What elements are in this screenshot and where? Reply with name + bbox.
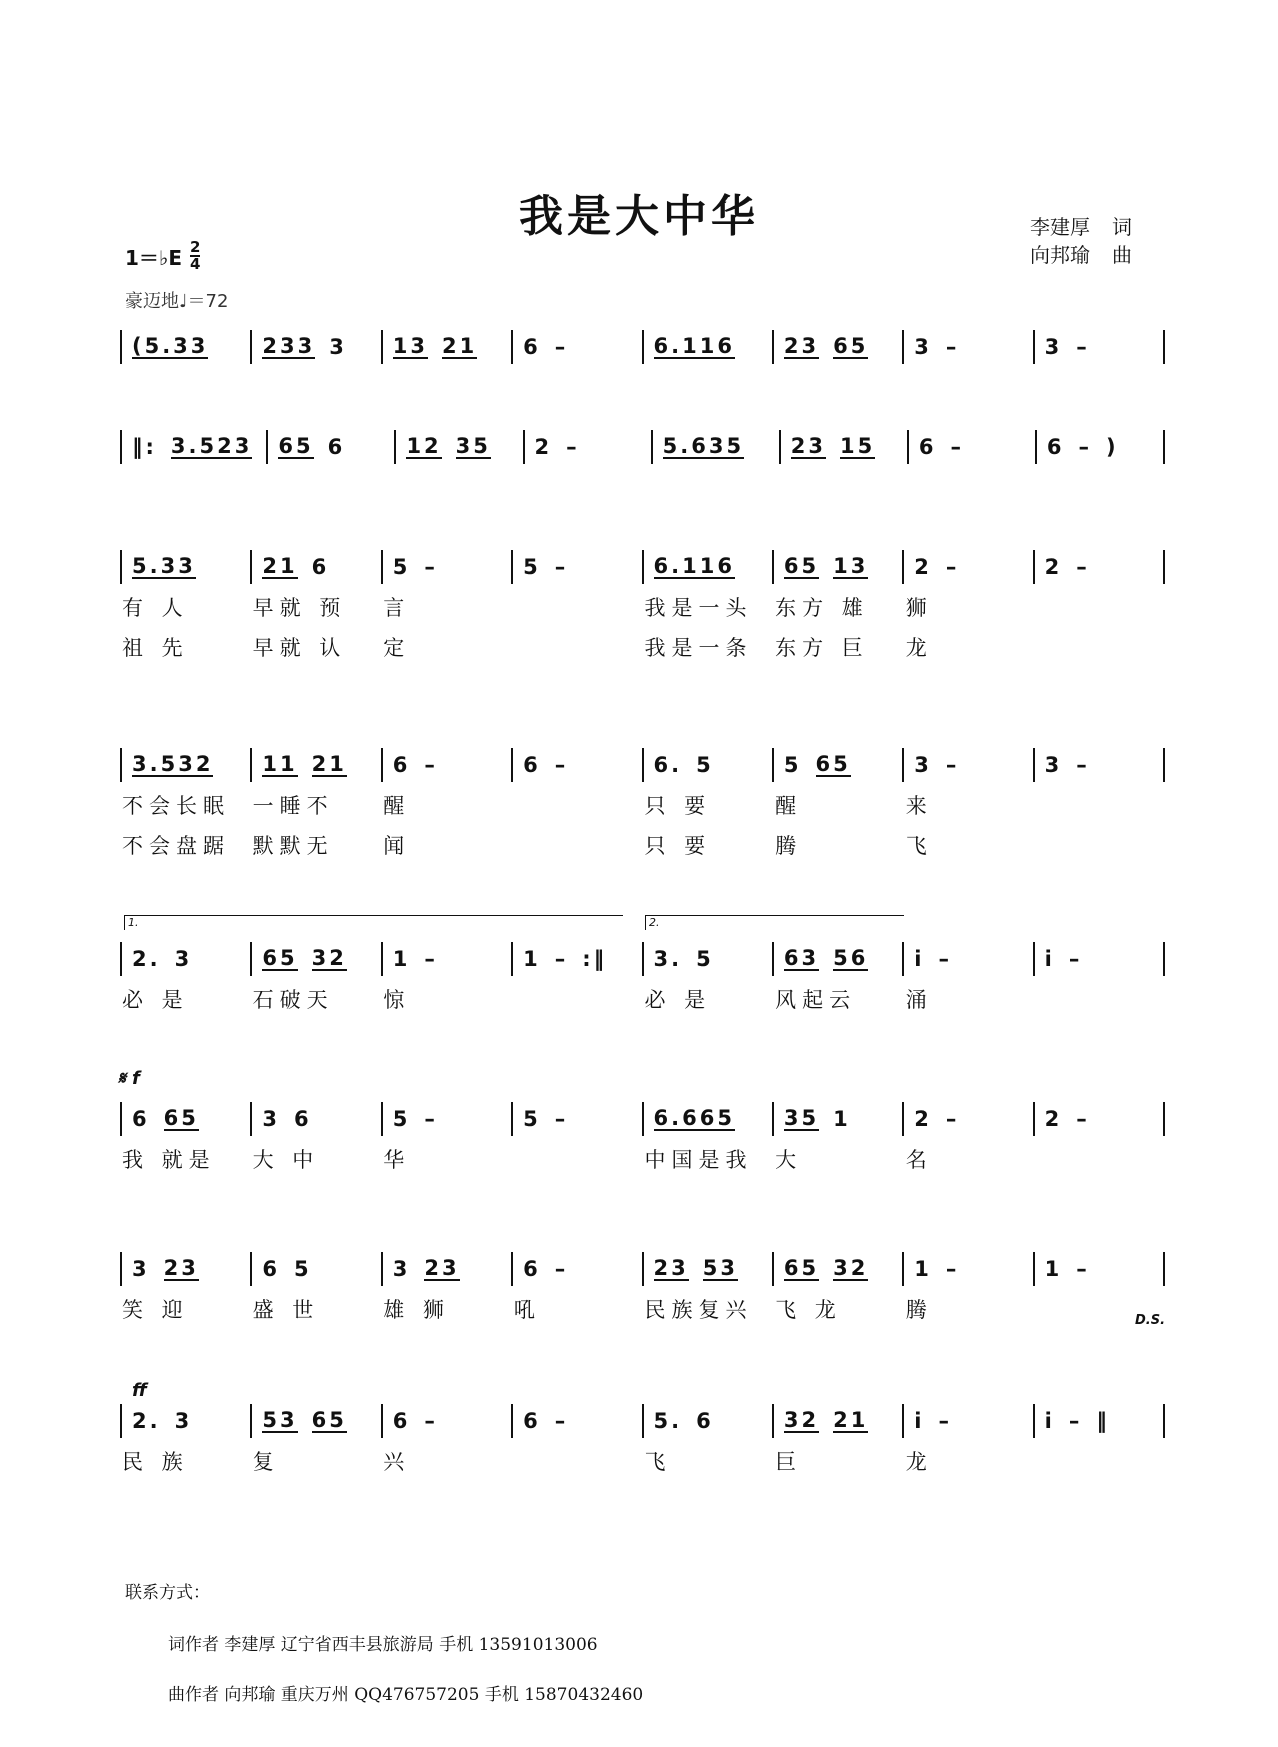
- note-group: –: [945, 335, 960, 359]
- note-group: 6: [327, 435, 346, 459]
- lyric-syllables: 复: [252, 1450, 280, 1474]
- composer: 向邦瑜: [1030, 243, 1090, 267]
- lyric-syllables: 雄 狮: [383, 1298, 450, 1322]
- note-group: 3: [262, 1107, 280, 1131]
- dal-segno-mark: D.S.: [1135, 1313, 1166, 1328]
- note-group: 6: [311, 555, 330, 579]
- measure: [1033, 1404, 1165, 1438]
- note-group: 6: [918, 435, 937, 459]
- measure: [511, 1102, 641, 1136]
- note-group: :‖: [582, 947, 608, 971]
- measure: [1035, 430, 1165, 464]
- note-group: –: [424, 947, 438, 971]
- lyric-syllables: 一睡不: [252, 794, 334, 818]
- score-row: [120, 430, 1165, 464]
- note-group: –: [1076, 335, 1090, 359]
- lyric-syllables: 龙: [905, 1450, 933, 1474]
- measure: [772, 748, 902, 782]
- lyricist-role: 词: [1112, 215, 1132, 239]
- note-group: 21: [311, 752, 347, 776]
- measure: [902, 748, 1032, 782]
- song-title: 我是大中华: [519, 191, 759, 242]
- measure: [381, 330, 511, 364]
- note-group: 21: [833, 1408, 869, 1432]
- score-row: [120, 1252, 1165, 1286]
- contact-heading: 联系方式：: [125, 1583, 210, 1603]
- measure: [250, 1102, 380, 1136]
- note-group: 6: [523, 1409, 541, 1433]
- lyric-syllables: 中国是我: [644, 1148, 753, 1172]
- lyric-line: [120, 984, 1165, 1014]
- note-group: 5: [392, 555, 411, 579]
- measure: [511, 1404, 641, 1438]
- lyric-syllables: 吼: [513, 1298, 541, 1322]
- score-row: [120, 942, 1165, 976]
- measure: [772, 1102, 902, 1136]
- note-group: 23: [163, 1256, 199, 1280]
- measure: [266, 430, 394, 464]
- measure: [1033, 1102, 1165, 1136]
- note-group: 2: [1044, 1107, 1063, 1131]
- note-group: 2.: [132, 1409, 161, 1433]
- note-group: 6: [523, 753, 541, 777]
- lyric-syllables: 醒: [383, 794, 411, 818]
- measure: [381, 550, 511, 584]
- note-group: ): [1106, 435, 1119, 459]
- measure: [381, 1252, 511, 1286]
- measure: [523, 430, 651, 464]
- note-group: 35: [455, 434, 491, 458]
- note-group: ‖: [1096, 1409, 1110, 1433]
- measure: [651, 430, 779, 464]
- note-group: 3: [174, 947, 193, 971]
- measure: [381, 1102, 511, 1136]
- note-group: 2: [914, 1107, 932, 1131]
- lyric-syllables: [512, 632, 643, 662]
- measure: [120, 1102, 250, 1136]
- note-group: 3.523: [170, 434, 253, 458]
- note-group: 65: [262, 946, 298, 970]
- lyric-syllables: [1034, 632, 1165, 662]
- lyric-syllables: 不会长眠: [122, 794, 230, 818]
- note-group: –: [1076, 1107, 1090, 1131]
- measure: [120, 430, 266, 464]
- note-group: –: [554, 753, 569, 777]
- note-group: 1: [1044, 1257, 1063, 1281]
- note-group: 1: [833, 1107, 851, 1131]
- composer-role: 曲: [1112, 243, 1132, 267]
- note-group: 3: [174, 1409, 193, 1433]
- note-group: –: [554, 947, 569, 971]
- note-group: 23: [653, 1256, 689, 1280]
- note-group: –: [945, 1107, 960, 1131]
- note-group: 65: [783, 554, 820, 578]
- note-group: ‖:: [132, 435, 157, 459]
- lyric-syllables: 来: [905, 794, 933, 818]
- note-group: 15: [839, 434, 876, 458]
- tempo-marking: 豪迈地♩＝72: [125, 291, 229, 312]
- note-group: 6: [523, 335, 541, 359]
- lyric-syllables: [512, 592, 643, 622]
- lyric-syllables: 闻: [383, 834, 411, 858]
- note-group: –: [1078, 435, 1093, 459]
- measure: [902, 550, 1032, 584]
- score-row: [120, 748, 1165, 782]
- note-group: 13: [392, 334, 428, 358]
- lyricist: 李建厚: [1030, 215, 1090, 239]
- note-group: 5: [523, 1107, 541, 1131]
- measure: [120, 1252, 250, 1286]
- note-group: –: [424, 753, 438, 777]
- note-group: 5: [523, 555, 541, 579]
- lyric-syllables: [512, 1446, 643, 1476]
- lyric-syllables: [1034, 830, 1165, 860]
- credits: [1030, 213, 1132, 269]
- lyric-line: [120, 830, 1165, 860]
- note-group: 5.635: [662, 434, 745, 458]
- measure: [902, 1404, 1032, 1438]
- note-group: –: [554, 1257, 569, 1281]
- measure: [772, 330, 902, 364]
- measure: [250, 1404, 380, 1438]
- note-group: 5.: [653, 1409, 683, 1433]
- measure: [1033, 550, 1165, 584]
- note-group: –: [1076, 1257, 1090, 1281]
- key-label: 1＝♭E: [125, 245, 183, 270]
- note-group: 12: [406, 434, 442, 458]
- note-group: 3: [1044, 753, 1063, 777]
- lyric-syllables: [512, 830, 643, 860]
- lyric-syllables: 有 人: [122, 596, 189, 620]
- note-group: i: [914, 1409, 925, 1433]
- measure: [381, 942, 511, 976]
- measure: [511, 942, 641, 976]
- lyric-syllables: 不会盘踞: [122, 834, 230, 858]
- note-group: 32: [833, 1256, 869, 1280]
- note-group: 2: [534, 435, 553, 459]
- note-group: –: [938, 947, 952, 971]
- lyric-syllables: [1034, 790, 1165, 820]
- note-group: –: [945, 1257, 960, 1281]
- time-signature: [190, 240, 200, 272]
- measure: [642, 942, 772, 976]
- measure: [381, 1404, 511, 1438]
- lyric-syllables: 民 族: [122, 1450, 189, 1474]
- lyric-syllables: 兴: [383, 1450, 411, 1474]
- note-group: 3: [329, 335, 347, 359]
- note-group: 11: [262, 752, 298, 776]
- lyric-syllables: 我是一头: [644, 596, 753, 620]
- note-group: 1: [392, 947, 411, 971]
- contact-composer: 曲作者 向邦瑜 重庆万州 QQ476757205 手机 15870432460: [168, 1685, 644, 1705]
- lyric-syllables: 巨: [775, 1450, 803, 1474]
- measure: [250, 550, 380, 584]
- note-group: –: [945, 555, 960, 579]
- note-group: i: [1044, 1409, 1055, 1433]
- time-top: 2: [190, 238, 201, 256]
- lyric-syllables: [512, 1144, 643, 1174]
- measure: [250, 330, 380, 364]
- note-group: –: [566, 435, 580, 459]
- lyric-syllables: 飞: [905, 834, 933, 858]
- lyric-syllables: 祖 先: [122, 636, 189, 660]
- note-group: –: [1076, 555, 1090, 579]
- note-group: 23: [424, 1256, 460, 1280]
- measure: [250, 1252, 380, 1286]
- volta-2: 2.: [645, 915, 904, 930]
- note-group: –: [554, 335, 569, 359]
- measure: [902, 1252, 1032, 1286]
- note-group: 65: [815, 752, 851, 776]
- measure: [772, 942, 902, 976]
- note-group: 1: [523, 947, 541, 971]
- lyric-syllables: 我是一条: [644, 636, 753, 660]
- note-group: 53: [702, 1256, 738, 1280]
- measure: [120, 748, 250, 782]
- measure: [642, 748, 772, 782]
- lyric-line: [120, 1294, 1165, 1324]
- lyric-syllables: 民族复兴: [644, 1298, 753, 1322]
- lyric-syllables: 醒: [775, 794, 803, 818]
- score-row: [120, 1404, 1165, 1438]
- lyric-syllables: [1034, 984, 1165, 1014]
- note-group: 35: [783, 1106, 820, 1130]
- lyric-syllables: 定: [383, 636, 411, 660]
- measure: [120, 942, 250, 976]
- note-group: –: [554, 555, 569, 579]
- lyric-syllables: [512, 790, 643, 820]
- note-group: 3.532: [132, 752, 214, 776]
- measure: [1033, 942, 1165, 976]
- measure: [1033, 748, 1165, 782]
- segno-forte-mark: 𝄋 f: [118, 1068, 140, 1089]
- note-group: 65: [783, 1256, 820, 1280]
- lyric-syllables: 大 中: [252, 1148, 320, 1172]
- note-group: 3.: [653, 947, 683, 971]
- note-group: 2: [1044, 555, 1063, 579]
- measure: [642, 330, 772, 364]
- note-group: 6: [132, 1107, 150, 1131]
- lyric-line: [120, 592, 1165, 622]
- note-group: –: [1068, 1409, 1083, 1433]
- measure: [250, 748, 380, 782]
- note-group: 65: [163, 1106, 199, 1130]
- lyric-syllables: 飞: [644, 1450, 672, 1474]
- lyric-syllables: 华: [383, 1148, 411, 1172]
- note-group: 2: [914, 555, 932, 579]
- note-group: 3: [1044, 335, 1063, 359]
- contact-lyricist: 词作者 李建厚 辽宁省西丰县旅游局 手机 13591013006: [168, 1635, 598, 1655]
- note-group: 6: [523, 1257, 541, 1281]
- measure: [902, 330, 1032, 364]
- lyric-syllables: 东方 雄: [775, 596, 869, 620]
- time-bottom: 4: [190, 255, 201, 273]
- score-row: [120, 330, 1165, 364]
- note-group: 32: [783, 1408, 820, 1432]
- measure: [772, 1252, 902, 1286]
- lyric-syllables: [512, 984, 643, 1014]
- lyric-syllables: 腾: [775, 834, 803, 858]
- lyric-syllables: [1034, 592, 1165, 622]
- note-group: 6: [696, 1409, 714, 1433]
- lyric-syllables: 早就 预: [252, 596, 347, 620]
- lyric-syllables: 狮: [905, 596, 933, 620]
- note-group: 6: [262, 1257, 280, 1281]
- note-group: –: [424, 1409, 438, 1433]
- lyric-syllables: 言: [383, 596, 411, 620]
- lyric-line: [120, 1144, 1165, 1174]
- measure: [511, 550, 641, 584]
- score-row: [120, 550, 1165, 584]
- note-group: 1: [914, 1257, 932, 1281]
- measure: [642, 1404, 772, 1438]
- note-group: 6.: [653, 753, 683, 777]
- note-group: 23: [783, 334, 820, 358]
- measure: [250, 942, 380, 976]
- measure: [779, 430, 907, 464]
- measure: [511, 1252, 641, 1286]
- note-group: –: [938, 1409, 952, 1433]
- note-group: 6.116: [653, 554, 735, 578]
- note-group: –: [424, 555, 438, 579]
- note-group: –: [945, 753, 960, 777]
- note-group: –: [950, 435, 964, 459]
- measure: [902, 1102, 1032, 1136]
- note-group: 3: [132, 1257, 150, 1281]
- note-group: 63: [783, 946, 820, 970]
- lyric-syllables: 大: [775, 1148, 803, 1172]
- volta-1: 1.: [124, 915, 623, 930]
- measure: [642, 1252, 772, 1286]
- key-signature: [125, 240, 200, 272]
- lyric-syllables: 腾: [905, 1298, 933, 1322]
- note-group: 6: [294, 1107, 312, 1131]
- measure: [120, 550, 250, 584]
- note-group: 5.33: [132, 554, 196, 578]
- measure: [120, 1404, 250, 1438]
- lyric-syllables: 石破天: [252, 988, 334, 1012]
- note-group: 21: [441, 334, 478, 358]
- lyric-syllables: 必 是: [644, 988, 712, 1012]
- measure: [902, 942, 1032, 976]
- lyric-syllables: 笑 迎: [122, 1298, 189, 1322]
- note-group: 32: [311, 946, 347, 970]
- note-group: 3: [914, 753, 932, 777]
- measure: [642, 550, 772, 584]
- lyric-syllables: 东方 巨: [775, 636, 869, 660]
- measure: [772, 550, 902, 584]
- measure: [511, 748, 641, 782]
- lyric-syllables: 早就 认: [252, 636, 347, 660]
- note-group: 6.116: [653, 334, 735, 358]
- lyric-syllables: 飞 龙: [775, 1298, 842, 1322]
- note-group: i: [1044, 947, 1055, 971]
- note-group: 5: [783, 753, 802, 777]
- lyric-syllables: [1034, 1294, 1165, 1324]
- measure: [642, 1102, 772, 1136]
- note-group: 5: [696, 947, 714, 971]
- lyric-syllables: 龙: [905, 636, 933, 660]
- note-group: –: [1068, 947, 1083, 971]
- lyric-line: [120, 632, 1165, 662]
- lyric-syllables: 盛 世: [252, 1298, 320, 1322]
- note-group: 65: [278, 434, 314, 458]
- lyric-line: [120, 790, 1165, 820]
- fortissimo-mark: ff: [132, 1380, 147, 1401]
- measure: [120, 330, 250, 364]
- note-group: –: [1076, 753, 1090, 777]
- measure: [394, 430, 522, 464]
- note-group: 3: [392, 1257, 411, 1281]
- note-group: 2.: [132, 947, 161, 971]
- lyric-syllables: 名: [905, 1148, 933, 1172]
- note-group: (5.33: [132, 334, 209, 358]
- note-group: 6: [392, 1409, 411, 1433]
- lyric-syllables: 涌: [905, 988, 933, 1012]
- note-group: 65: [833, 334, 869, 358]
- lyric-syllables: 只 要: [644, 794, 712, 818]
- note-group: 5: [696, 753, 714, 777]
- lyric-syllables: 默默无: [252, 834, 334, 858]
- lyric-syllables: [1034, 1144, 1165, 1174]
- lyric-syllables: 惊: [383, 988, 411, 1012]
- note-group: 233: [262, 334, 316, 358]
- note-group: 53: [262, 1408, 298, 1432]
- score-row: [120, 1102, 1165, 1136]
- note-group: 21: [262, 554, 298, 578]
- note-group: 6: [392, 753, 411, 777]
- lyric-syllables: 风起云: [775, 988, 857, 1012]
- measure: [907, 430, 1035, 464]
- lyric-syllables: 我 就是: [122, 1148, 216, 1172]
- lyric-syllables: 必 是: [122, 988, 189, 1012]
- lyric-line: [120, 1446, 1165, 1476]
- lyric-syllables: [1034, 1446, 1165, 1476]
- note-group: 23: [790, 434, 826, 458]
- note-group: 5: [294, 1257, 312, 1281]
- measure: [1033, 330, 1165, 364]
- note-group: 56: [833, 946, 869, 970]
- measure: [772, 1404, 902, 1438]
- note-group: 6: [1046, 435, 1065, 459]
- measure: [1033, 1252, 1165, 1286]
- note-group: 6.665: [653, 1106, 735, 1130]
- note-group: 5: [392, 1107, 411, 1131]
- note-group: 65: [311, 1408, 347, 1432]
- note-group: i: [914, 947, 925, 971]
- note-group: 3: [914, 335, 932, 359]
- note-group: 13: [833, 554, 869, 578]
- note-group: –: [424, 1107, 438, 1131]
- lyric-syllables: 只 要: [644, 834, 712, 858]
- measure: [381, 748, 511, 782]
- note-group: –: [554, 1107, 569, 1131]
- note-group: –: [554, 1409, 569, 1433]
- measure: [511, 330, 641, 364]
